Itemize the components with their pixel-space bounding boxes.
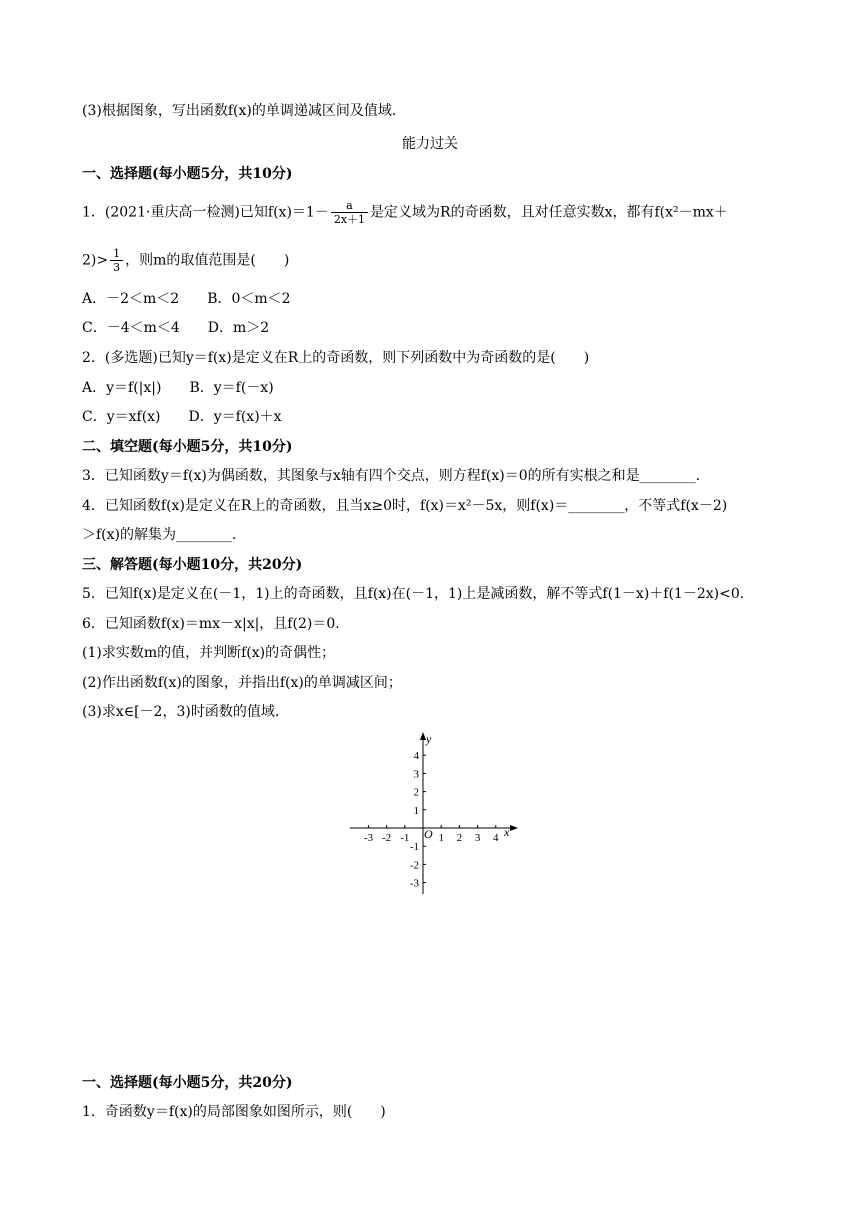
x-axis-arrow [510, 825, 518, 831]
q2-text: 2．(多选题)已知y＝f(x)是定义在R上的奇函数，则下列函数中为奇函数的是( ) [82, 350, 590, 366]
part2-heading: 二、填空题(每小题5分，共10分) [82, 439, 293, 455]
x-tick-label: 4 [493, 832, 499, 844]
coordinate-axes [340, 728, 530, 900]
part1-heading: 一、选择题(每小题5分，共10分) [82, 166, 293, 182]
y-tick-label: 1 [413, 804, 419, 817]
q6-part1: (1)求实数m的值，并判断f(x)的奇偶性； [82, 645, 336, 661]
y-tick-label: -3 [409, 877, 419, 890]
q4-line1: 4．已知函数f(x)是定义在R上的奇函数，且当x≥0时，f(x)＝x²－5x，则f(x)＝________，不等式f(x－2) [82, 498, 728, 514]
q5-text: 5．已知f(x)是定义在(－1，1)上的奇函数，且f(x)在(－1，1)上是减函数，解不等式f(1－x)＋f(1－2x)<0. [82, 586, 745, 602]
q1-text-a: 1．(2021·重庆高一检测)已知f(x)＝1－ [82, 204, 329, 221]
q1-options-ab: A．－2＜m＜2 B．0＜m＜2 [82, 291, 291, 307]
x-tick-label: -1 [400, 832, 410, 844]
x-tick-label: 2 [456, 832, 463, 844]
q1-text-b: 是定义域为R的奇函数，且对任意实数x，都有f(x²－mx＋ [370, 204, 728, 221]
q1-fraction: $\frac{a}{2x+1}$ [331, 199, 368, 226]
q1-line1 [82, 199, 728, 226]
y-tick-label: 3 [413, 768, 419, 781]
x-tick-label: -3 [363, 832, 373, 844]
y-tick-label: 2 [413, 786, 419, 799]
q4-line2: ＞f(x)的解集为________． [82, 527, 247, 543]
x-tick-label: -2 [382, 832, 392, 844]
y-axis-label: y [426, 732, 432, 746]
q3-text: 3．已知函数y＝f(x)为偶函数，其图象与x轴有四个交点，则方程f(x)＝0的所有实根之和是________． [82, 468, 710, 484]
y-tick-label: 4 [413, 750, 419, 763]
q3-subquestion: (3)根据图象，写出函数f(x)的单调递减区间及值域． [82, 103, 406, 119]
q1-line2 [82, 247, 289, 274]
q6-part3: (3)求x∈[－2，3)时函数的值域． [82, 704, 289, 720]
q6-part2: (2)作出函数f(x)的图象，并指出f(x)的单调减区间； [82, 675, 402, 691]
q1-text-d: ，则m的取值范围是( ) [125, 252, 290, 269]
y-ticks [410, 750, 426, 889]
bottom-q1: 1．奇函数y＝f(x)的局部图象如图所示，则( ) [82, 1104, 386, 1120]
part3-heading: 三、解答题(每小题10分，共20分) [82, 557, 303, 573]
origin-label: O [424, 827, 433, 841]
q1-text-c: 2)> [82, 252, 109, 269]
q1-options-cd: C．－4＜m＜4 D．m＞2 [82, 320, 270, 336]
x-axis-label: x [504, 825, 510, 839]
q1-fraction-2: $\frac{1}{3}$ [110, 247, 123, 274]
bottom-heading: 一、选择题(每小题5分，共20分) [82, 1075, 293, 1091]
q2-options-ab: A．y＝f(|x|) B．y＝f(－x) [82, 380, 274, 396]
y-tick-label: -1 [409, 841, 419, 854]
x-tick-label: 1 [438, 832, 444, 844]
y-tick-label: -2 [409, 859, 419, 872]
section-title: 能力过关 [402, 136, 458, 152]
q2-options-cd: C．y＝xf(x) D．y＝f(x)＋x [82, 409, 282, 425]
x-tick-label: 3 [474, 832, 481, 844]
q6-text: 6．已知函数f(x)＝mx－x|x|，且f(2)＝0. [82, 616, 340, 632]
